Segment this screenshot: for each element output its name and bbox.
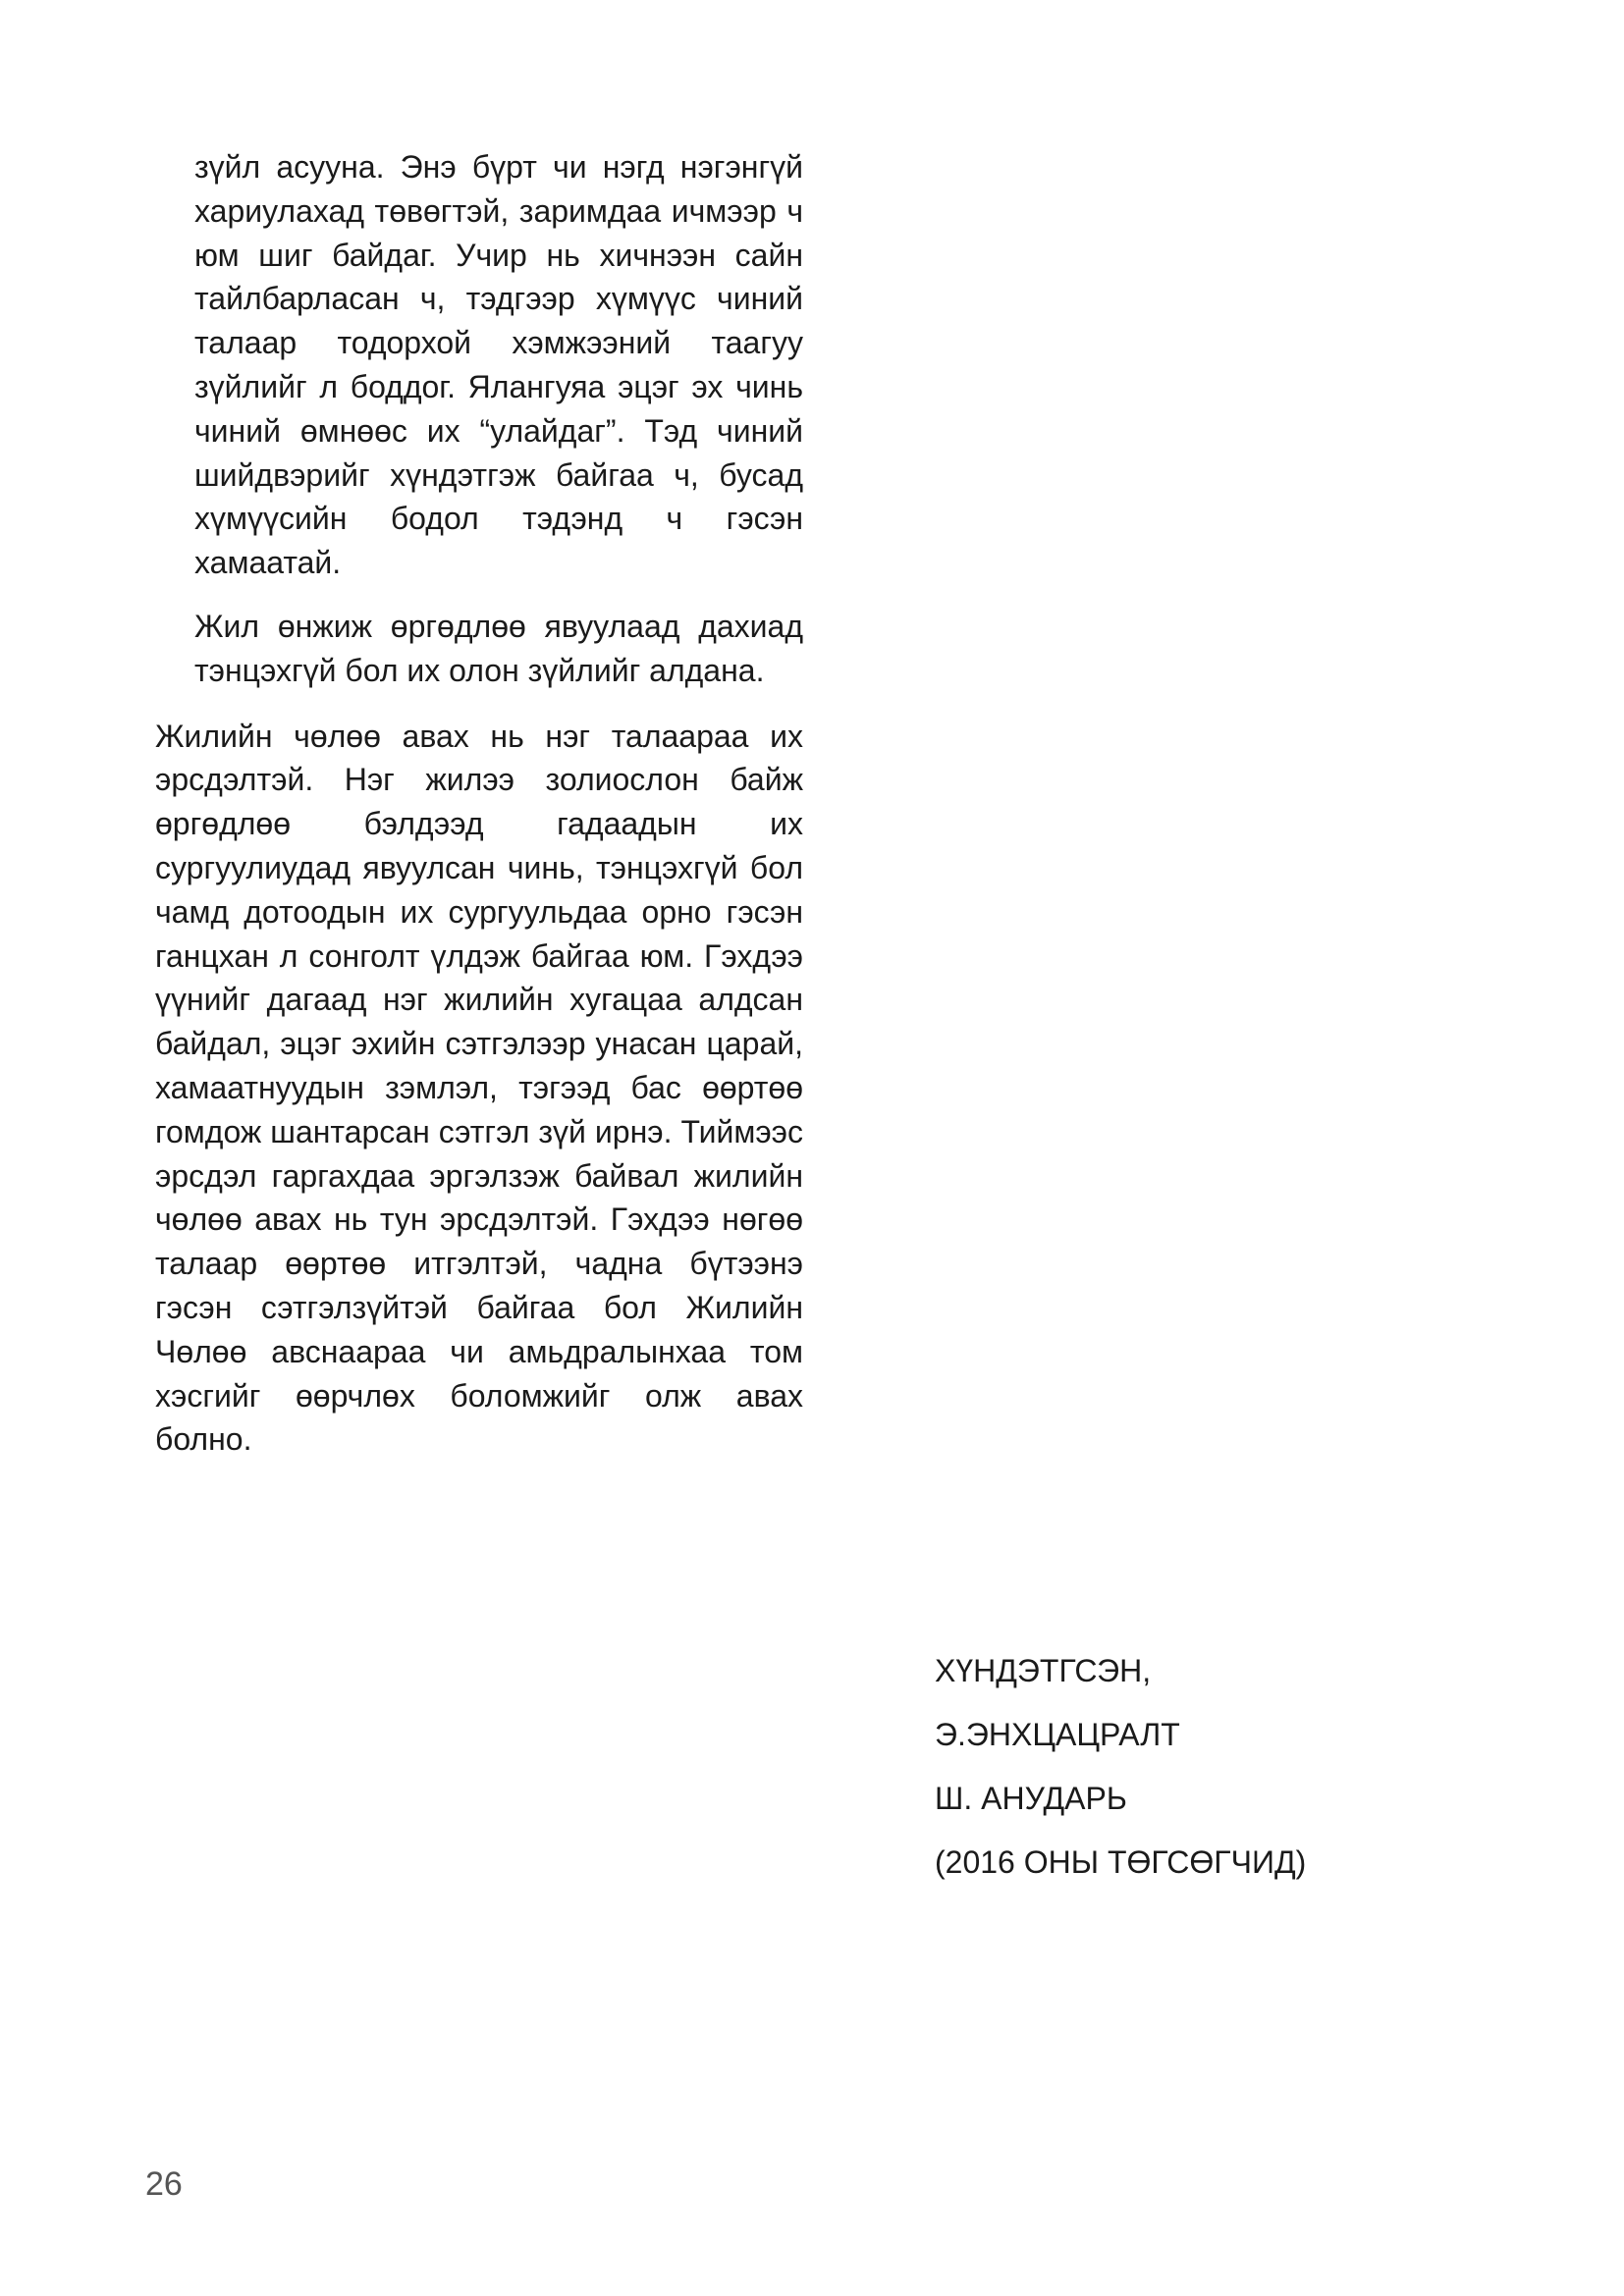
signature-author-1: Э.ЭНХЦАЦРАЛТ <box>935 1717 1180 1752</box>
body-paragraph-1: зүйл асууна. Энэ бүрт чи нэгд нэгэнгүй хариулахад төвөгтэй, заримдаа ичмээр ч юм шиг байдаг. Учир нь хичнээн сайн тайлбарласан ч, тэдгээр хүмүүс чиний талаар тодорхой хэмжээний таагуу зүйлийг л боддог. Ялангуяа эцэг эх чинь чиний өмнөөс их “улайдаг”. Тэд чиний шийдвэрийг хүндэтгэж байгаа ч, бусад хүмүүсийн бодол тэдэнд ч гэсэн хамаатай. <box>194 149 803 581</box>
signature-closing: ХҮНДЭТГСЭН, <box>935 1653 1152 1688</box>
signature-author-2: Ш. АНУДАРЬ <box>935 1781 1127 1816</box>
body-paragraph-2: Жил өнжиж өргөдлөө явуулаад дахиад тэнцэхгүй бол их олон зүйлийг алдана. <box>194 608 803 688</box>
text-column <box>155 145 803 1462</box>
paragraph-spacer <box>155 693 803 715</box>
body-paragraph-3: Жилийн чөлөө авах нь нэг талаараа их эрсдэлтэй. Нэг жилээ золиослон байж өргөдлөө бэлдээд гадаадын их сургуулиудад явуулсан чинь, тэнцэхгүй бол чамд дотоодын их сургуульдаа орно гэсэн ганцхан л сонголт үлдэж байгаа юм. Гэхдээ үүнийг дагаад нэг жилийн хугацаа алдсан байдал, эцэг эхийн сэтгэлээр унасан царай, хамаатнуудын зэмлэл, тэгээд бас өөртөө гомдож шантарсан сэтгэл зүй ирнэ. Тиймээс эрсдэл гаргахдаа эргэлзэж байвал жилийн чөлөө авах нь тун эрсдэлтэй. Гэхдээ нөгөө талаар өөртөө итгэлтэй, чадна бүтээнэ гэсэн сэтгэлзүйтэй байгаа бол Жилийн Чөлөө авснаараа чи амьдралынхаа том хэсгийг өөрчлөх боломжийг олж авах болно. <box>155 718 803 1458</box>
page-number: 26 <box>145 2165 183 2203</box>
paragraph-spacer <box>155 585 803 605</box>
signature-block <box>935 1652 1543 1907</box>
signature-affiliation: (2016 ОНЫ ТӨГСӨГЧИД) <box>935 1844 1307 1880</box>
